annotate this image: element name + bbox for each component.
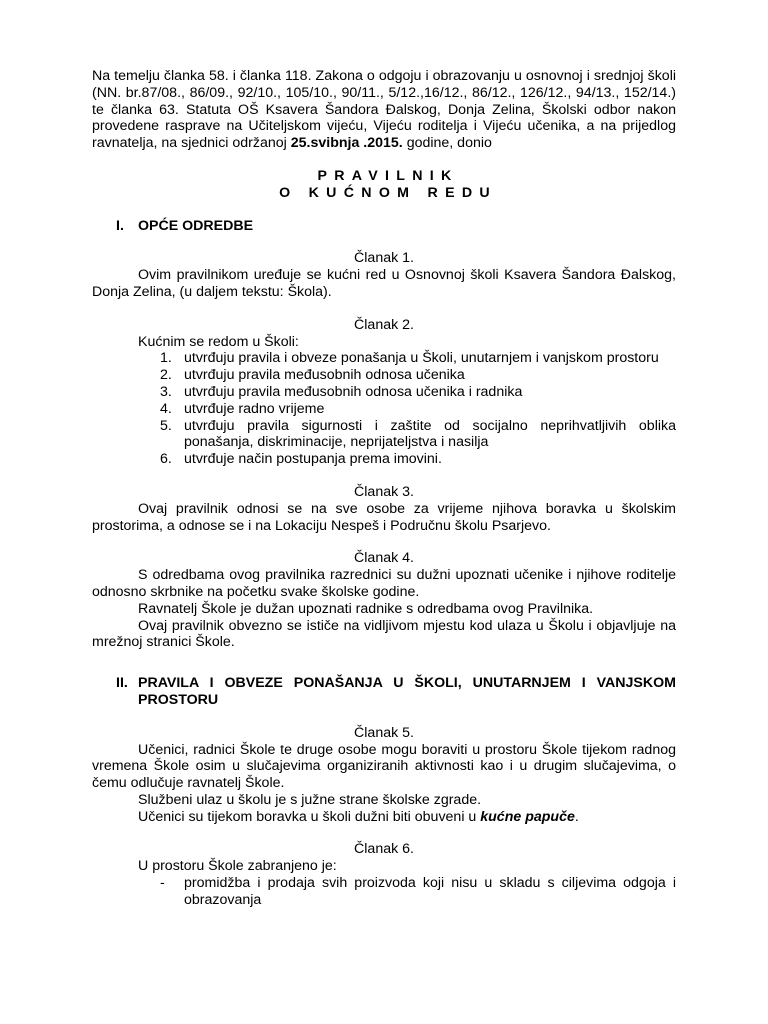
section-1-title: OPĆE ODREDBE <box>138 217 254 234</box>
clanak-2-heading: Članak 2. <box>354 316 414 333</box>
intro-date: 25.svibnja .2015. <box>290 135 403 152</box>
list-item-number: 5. <box>160 417 172 434</box>
clanak-4-paragraph-3: Ovaj pravilnik obvezno se ističe na vidljivom mjestu kod ulaza u Školu i objavljuje na mrežnoj stranici Škole. <box>92 617 676 651</box>
clanak-5-heading: Članak 5. <box>354 724 414 741</box>
clanak-2-list <box>92 350 676 468</box>
clanak-4-heading: Članak 4. <box>354 550 414 567</box>
section-2-number: II. <box>116 675 128 692</box>
clanak-5-paragraph-3 <box>92 809 676 826</box>
list-item-number: 2. <box>160 367 172 384</box>
list-item-text: utvrđuju pravila sigurnosti i zaštite od socijalno neprihvatljivih oblika ponašanja, diskriminacije, neprijateljstva i nasilja <box>184 417 676 451</box>
document-title-line1: PRAVILNIK <box>317 167 459 184</box>
clanak-6-lead: U prostoru Škole zabranjeno je: <box>138 858 337 875</box>
list-item <box>92 451 676 468</box>
clanak-5-p3-tail: . <box>574 808 579 825</box>
list-item <box>92 350 676 367</box>
list-item-text: promidžba i prodaja svih proizvoda koji nisu u skladu s ciljevima odgoja i obrazovanja <box>184 875 676 908</box>
clanak-1-text: Ovim pravilnikom uređuje se kućni red u Osnovnoj školi Ksavera Šandora Đalskog, Donja Zelina, (u daljem tekstu: Škola). <box>92 267 676 300</box>
clanak-5-p3-emphasis: kućne papuče <box>480 808 575 825</box>
list-item <box>92 418 676 452</box>
section-1-number: I. <box>116 217 124 234</box>
clanak-2-lead: Kućnim se redom u Školi: <box>138 333 299 350</box>
clanak-5-paragraph-2: Službeni ulaz u školu je s južne strane školske zgrade. <box>138 791 482 808</box>
list-item-text: utvrđuju pravila i obveze ponašanja u Školi, unutarnjem i vanjskom prostoru <box>184 350 659 367</box>
clanak-5-p3-lead: Učenici su tijekom boravka u školi dužni biti obuveni u <box>138 808 481 825</box>
list-item <box>92 875 676 909</box>
list-item-number: 4. <box>160 400 172 417</box>
list-item-dash: - <box>160 875 165 892</box>
section-1-heading <box>92 218 676 235</box>
list-item-text: utvrđuje način postupanja prema imovini. <box>184 451 442 468</box>
list-item-number: 3. <box>160 383 172 400</box>
section-2-heading <box>92 675 676 709</box>
clanak-3-heading: Članak 3. <box>354 483 414 500</box>
section-2-title: PRAVILA I OBVEZE PONAŠANJA U ŠKOLI, UNUTARNJEM I VANJSKOM PROSTORU <box>138 675 676 708</box>
list-item-text: utvrđuju pravila međusobnih odnosa učenika i radnika <box>184 383 523 400</box>
list-item <box>92 401 676 418</box>
clanak-6-heading: Članak 6. <box>354 841 414 858</box>
list-item-text: utvrđuju pravila međusobnih odnosa učenika <box>184 367 465 384</box>
intro-tail: godine, donio <box>402 135 492 152</box>
list-item-number: 6. <box>160 451 172 468</box>
clanak-3-text: Ovaj pravilnik odnosi se na sve osobe za vrijeme njihova boravka u školskim prostorima, a odnose se i na Lokaciju Nespeš i Područnu školu Psarjevo. <box>92 500 676 534</box>
document-page <box>92 68 676 909</box>
clanak-4-paragraph-2: Ravnatelj Škole je dužan upoznati radnike s odredbama ovog Pravilnika. <box>138 600 594 617</box>
list-item <box>92 384 676 401</box>
document-title-line2: O KUĆNOM REDU <box>279 184 497 201</box>
list-item <box>92 367 676 384</box>
clanak-4-paragraph-1: S odredbama ovog pravilnika razrednici su dužni upoznati učenike i njihove roditelje odnosno skrbnike na početku svake školske godine. <box>92 567 676 600</box>
list-item-number: 1. <box>160 350 172 367</box>
clanak-1-heading: Članak 1. <box>354 250 414 267</box>
list-item-text: utvrđuje radno vrijeme <box>184 400 325 417</box>
clanak-6-list <box>92 875 676 909</box>
clanak-5-paragraph-1: Učenici, radnici Škole te druge osobe mogu boraviti u prostoru Škole tijekom radnog vremena Škole osim u slučajevima organiziranih aktivnosti kao i u drugim slučajevima, o čemu odlučuje ravnatelj Škole. <box>92 741 676 792</box>
intro-text: Na temelju članka 58. i članka 118. Zakona o odgoju i obrazovanju u osnovnoj i srednjoj školi (NN. br.87/08., 86/09., 92/10., 105/10., 90/11., 5/12.,16/12., 86/12., 126/12., 94/13., 152/14.) te članka 63. Statuta OŠ Ksavera Šandora Đalskog, Donja Zelina, Školski odbor nakon provedene rasprave na Učiteljskom vijeću, Vijeću roditelja i Vijeću učenika, a na prijedlog ravnatelja, na sjednici održanoj <box>92 68 676 152</box>
intro-paragraph <box>92 68 676 152</box>
